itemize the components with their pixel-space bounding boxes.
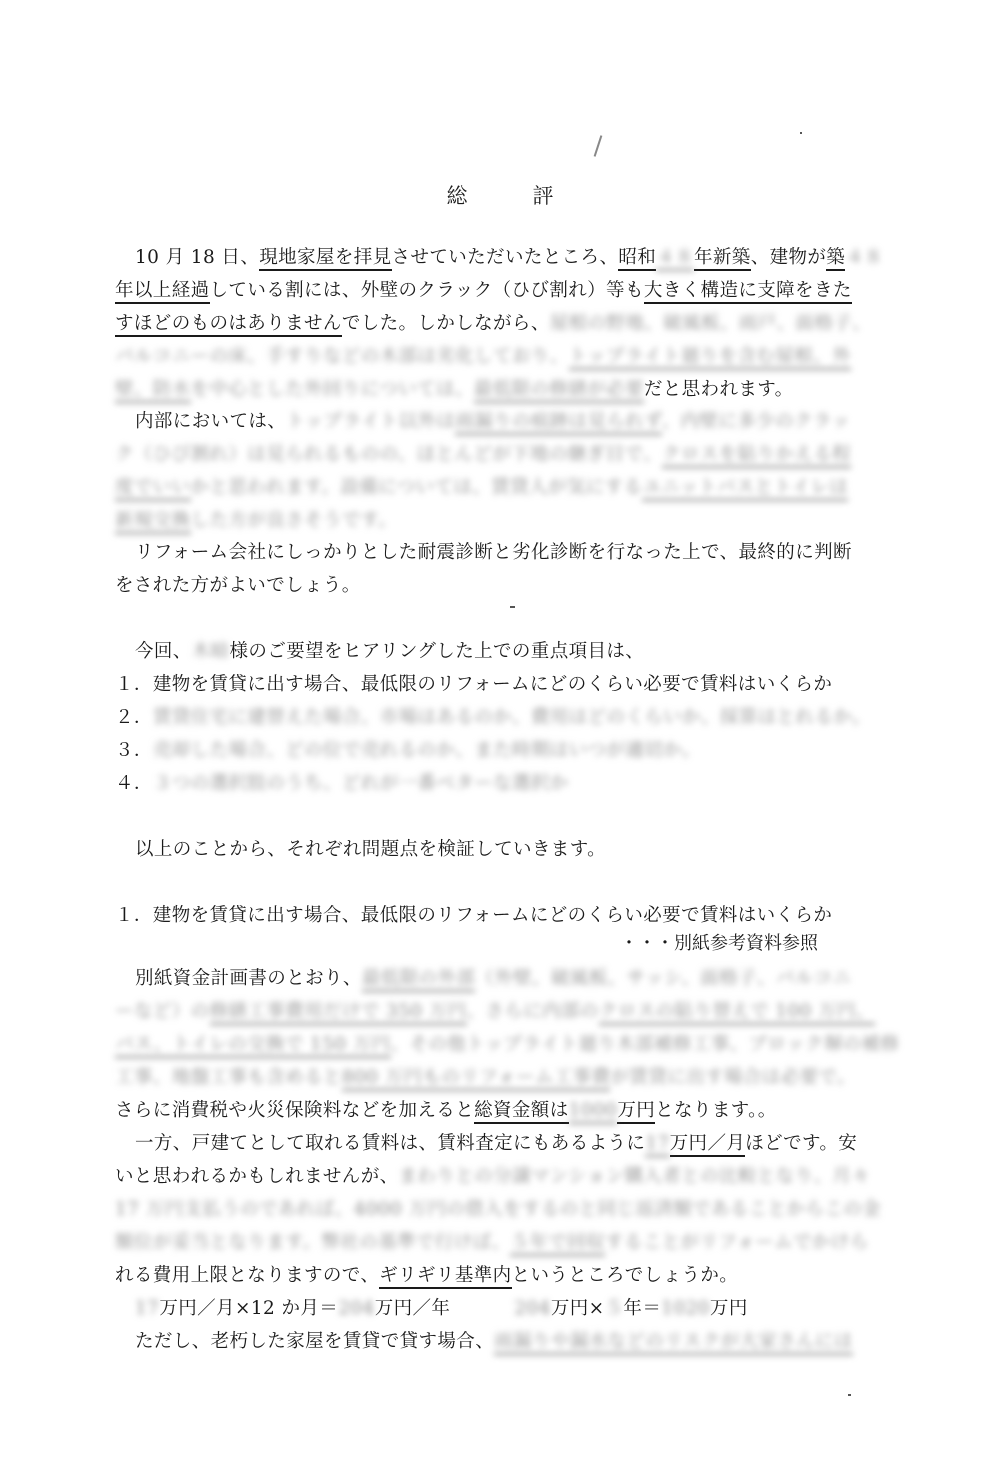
redacted-text: かと思われます。設備については、賃貸人が気にする: [190, 477, 643, 498]
redacted-text: 額位が妥当となります。弊社の基準で行けば、: [115, 1232, 511, 1253]
redacted-text: 雨漏りや漏水などのリスクが大家さんには: [494, 1331, 853, 1355]
underlined-text: すほどのものはありません: [115, 313, 342, 337]
item-number: ２．: [115, 707, 153, 728]
text: 一方、戸建てとして取れる賃料は、賃料査定にもあるように: [135, 1133, 646, 1154]
redacted-text: することがリフォームでかけら: [604, 1232, 869, 1253]
text: だと思われます。: [643, 379, 794, 400]
item-number: ４．: [115, 773, 153, 794]
underlined-text: 大きく構造に支障をきた: [644, 280, 852, 304]
section1-p1-line3: [115, 1033, 899, 1057]
redacted-number: ５: [604, 1298, 624, 1319]
text: している割には、外壁のクラック（ひび割れ）等も: [209, 280, 644, 301]
section1-p2-line5: [115, 1264, 738, 1288]
item-number: ３．: [115, 740, 153, 761]
scan-mark: [510, 606, 515, 608]
text: 年＝: [623, 1298, 662, 1319]
redacted-text: バルコニーの床、手すりなどの木部は劣化しており、: [115, 346, 569, 367]
text: というところでしょうか。: [511, 1265, 739, 1286]
text: させていただいたところ、: [391, 247, 619, 268]
redacted-number: ４８: [845, 247, 884, 268]
redacted-text: まわりとの分譲マンション購入者との比較となり、月々: [398, 1166, 871, 1187]
redacted-number: 17: [135, 1298, 160, 1319]
section1-p1-line1: [135, 967, 851, 991]
scan-mark: [594, 135, 603, 157]
redacted-number: 204: [514, 1298, 551, 1319]
text: れる費用上限となりますので、: [115, 1265, 380, 1286]
section1-p2-line3: [115, 1198, 881, 1222]
redacted-text: 、さらに内部の: [466, 1001, 599, 1022]
rent-calculation: [135, 1297, 748, 1321]
redacted-text: 工事、地盤工事も含めると: [115, 1067, 342, 1088]
redacted-text: バス、トイレの交換で 150 万円: [115, 1034, 391, 1058]
priority-item-1: [115, 673, 832, 697]
page-title: 総 評: [446, 184, 576, 208]
redacted-text: クロスを貼りかえる程: [662, 444, 851, 468]
text: 内部においては、: [135, 411, 287, 432]
redacted-text: 新規交換: [115, 510, 191, 534]
text: 万円／月×12 か月＝: [159, 1298, 339, 1319]
redacted-year: ４８: [656, 247, 694, 271]
scan-mark: [800, 132, 802, 134]
priority-item-4: [115, 772, 569, 796]
para1-line3: [115, 312, 871, 336]
para1-line2: [115, 279, 852, 303]
redacted-number: 204: [338, 1298, 375, 1319]
para2-line3: [115, 476, 848, 500]
redacted-text: ユニットバスとトイレは: [642, 477, 848, 501]
redacted-text: 修繕工事費用だけで 350 万円: [210, 1001, 467, 1025]
redacted-text: を中心とした外回りについては、: [190, 379, 474, 400]
redacted-text: 17 万円支払うのであれば、4000 万円の借入をするのと同じ返済額であることからこの金: [115, 1199, 881, 1220]
redacted-text: 800 万円ものリフォーム工事費: [342, 1067, 611, 1091]
redacted-text: 最低限の修繕が必要: [474, 379, 644, 403]
priority-item-3: [115, 739, 701, 763]
redacted-amount: 1000: [569, 1100, 618, 1124]
redacted-text: 、その他トップライト廻り木部補修工事、ブロック塀の補修: [390, 1034, 900, 1055]
redacted-text: トップライト廻りを含む屋根、外: [569, 346, 851, 370]
text: 10 月 18 日、: [135, 247, 260, 268]
redacted-text: ク（ひび割れ）は見られるものの、ほとんどが下地の継ぎ目で、: [115, 444, 662, 465]
section1-p1-line5: [115, 1099, 777, 1123]
underlined-text: 総資金額は: [474, 1100, 569, 1124]
scan-mark: [848, 1394, 851, 1396]
underlined-text: 万円: [617, 1100, 655, 1124]
conclusion-text: 以上のことから、それぞれ問題点を検証していきます。: [135, 839, 607, 860]
para2-line2: [115, 443, 851, 467]
redacted-text: トップライト以外は: [286, 411, 456, 432]
redacted-text: ５年で回収: [510, 1232, 605, 1256]
redacted-item-text: ３つの選択肢のうち、どれが一番ベターな選択か: [152, 773, 569, 794]
redacted-text: クロスの貼り替えで 100 万円、: [599, 1001, 875, 1025]
section1-p2-line2: [115, 1165, 870, 1189]
reference-note: ・・・別紙参考資料参照: [620, 933, 818, 954]
para1-line4: [115, 345, 851, 369]
priorities-intro: [135, 640, 644, 664]
item-text: 建物を賃貸に出す場合、最低限のリフォームにどのくらい必要で賃料はいくらか: [152, 674, 833, 695]
underlined-text: ギリギリ基準内: [379, 1265, 511, 1289]
para1-line1: [135, 246, 883, 270]
text: 別紙資金計画書のとおり、: [135, 968, 362, 989]
underlined-text: 年新築: [694, 247, 751, 271]
section1-heading: １．建物を賃貸に出す場合、最低限のリフォームにどのくらい必要で賃料はいくらか: [115, 905, 833, 926]
text: 万円: [709, 1298, 748, 1319]
underlined-text: 万円／月: [670, 1133, 746, 1157]
redacted-text: した方が良さそうです。: [190, 510, 398, 531]
section1-p1-line2: [115, 1000, 875, 1024]
redacted-text: 最低限の外部: [362, 968, 475, 992]
text: 今回、: [135, 641, 192, 662]
text: 、建物が: [750, 247, 827, 268]
redacted-text: 屋根の野地、破風板、雨戸、面格子、: [549, 313, 872, 334]
section1-p2-line4: [115, 1231, 869, 1255]
redacted-item-text: 売却した場合、どの位で売れるのか、また時期はいつが適切か。: [152, 740, 701, 761]
item-number: １．: [115, 674, 153, 695]
para3-line2: をされた方がよいでしょう。: [115, 575, 361, 596]
text: さらに消費税や火災保険料などを加えると: [115, 1100, 475, 1121]
text: 万円／年: [374, 1298, 451, 1319]
redacted-amount: 17: [645, 1133, 669, 1157]
underlined-text: 現地家屋を拝見: [259, 247, 391, 271]
underlined-text: 昭和: [618, 247, 656, 271]
para2-line1: [135, 410, 850, 434]
para1-line5: [115, 378, 794, 402]
text: 様のご要望をヒアリングした上での重点項目は、: [229, 641, 645, 662]
priority-item-2: [115, 706, 871, 730]
redacted-item-text: 賃貸住宅に建替えた場合、市場はあるのか、費用はどのくらいか、採算はとれるか。: [152, 707, 872, 728]
redacted-text: ーなど）の: [115, 1001, 210, 1022]
underlined-text: 年以上経過: [115, 280, 210, 304]
redacted-text: 度でいい: [115, 477, 191, 501]
redacted-text: （外壁、破風板、サッシ、面格子、バルコニ: [475, 968, 852, 989]
section1-p1-line4: [115, 1066, 856, 1090]
redacted-text: 壁、防水: [115, 379, 191, 403]
underlined-text: 築: [826, 247, 845, 271]
section1-p2-line1: [135, 1132, 857, 1156]
text: いと思われるかもしれませんが、: [115, 1166, 399, 1187]
redacted-text: が賃貸に出す場合は必要で。: [610, 1067, 856, 1088]
para3-line1: リフォーム会社にしっかりとした耐震診断と劣化診断を行なった上で、最終的に判断: [135, 542, 852, 563]
text: ほどです。安: [745, 1133, 858, 1154]
text: 万円×: [550, 1298, 605, 1319]
redacted-text: 雨漏りの痕跡は見られず: [455, 411, 661, 435]
section1-p3-line1: [135, 1330, 853, 1354]
text: ただし、老朽した家屋を賃貸で貸す場合、: [135, 1331, 495, 1352]
para2-line4: [115, 509, 397, 533]
redacted-text: 、内壁に多少のクラッ: [661, 411, 851, 432]
redacted-client-name: 木暗: [191, 641, 230, 662]
text: でした。しかしながら、: [341, 313, 550, 334]
redacted-number: 1020: [661, 1298, 710, 1319]
text: となります。。: [655, 1100, 777, 1121]
